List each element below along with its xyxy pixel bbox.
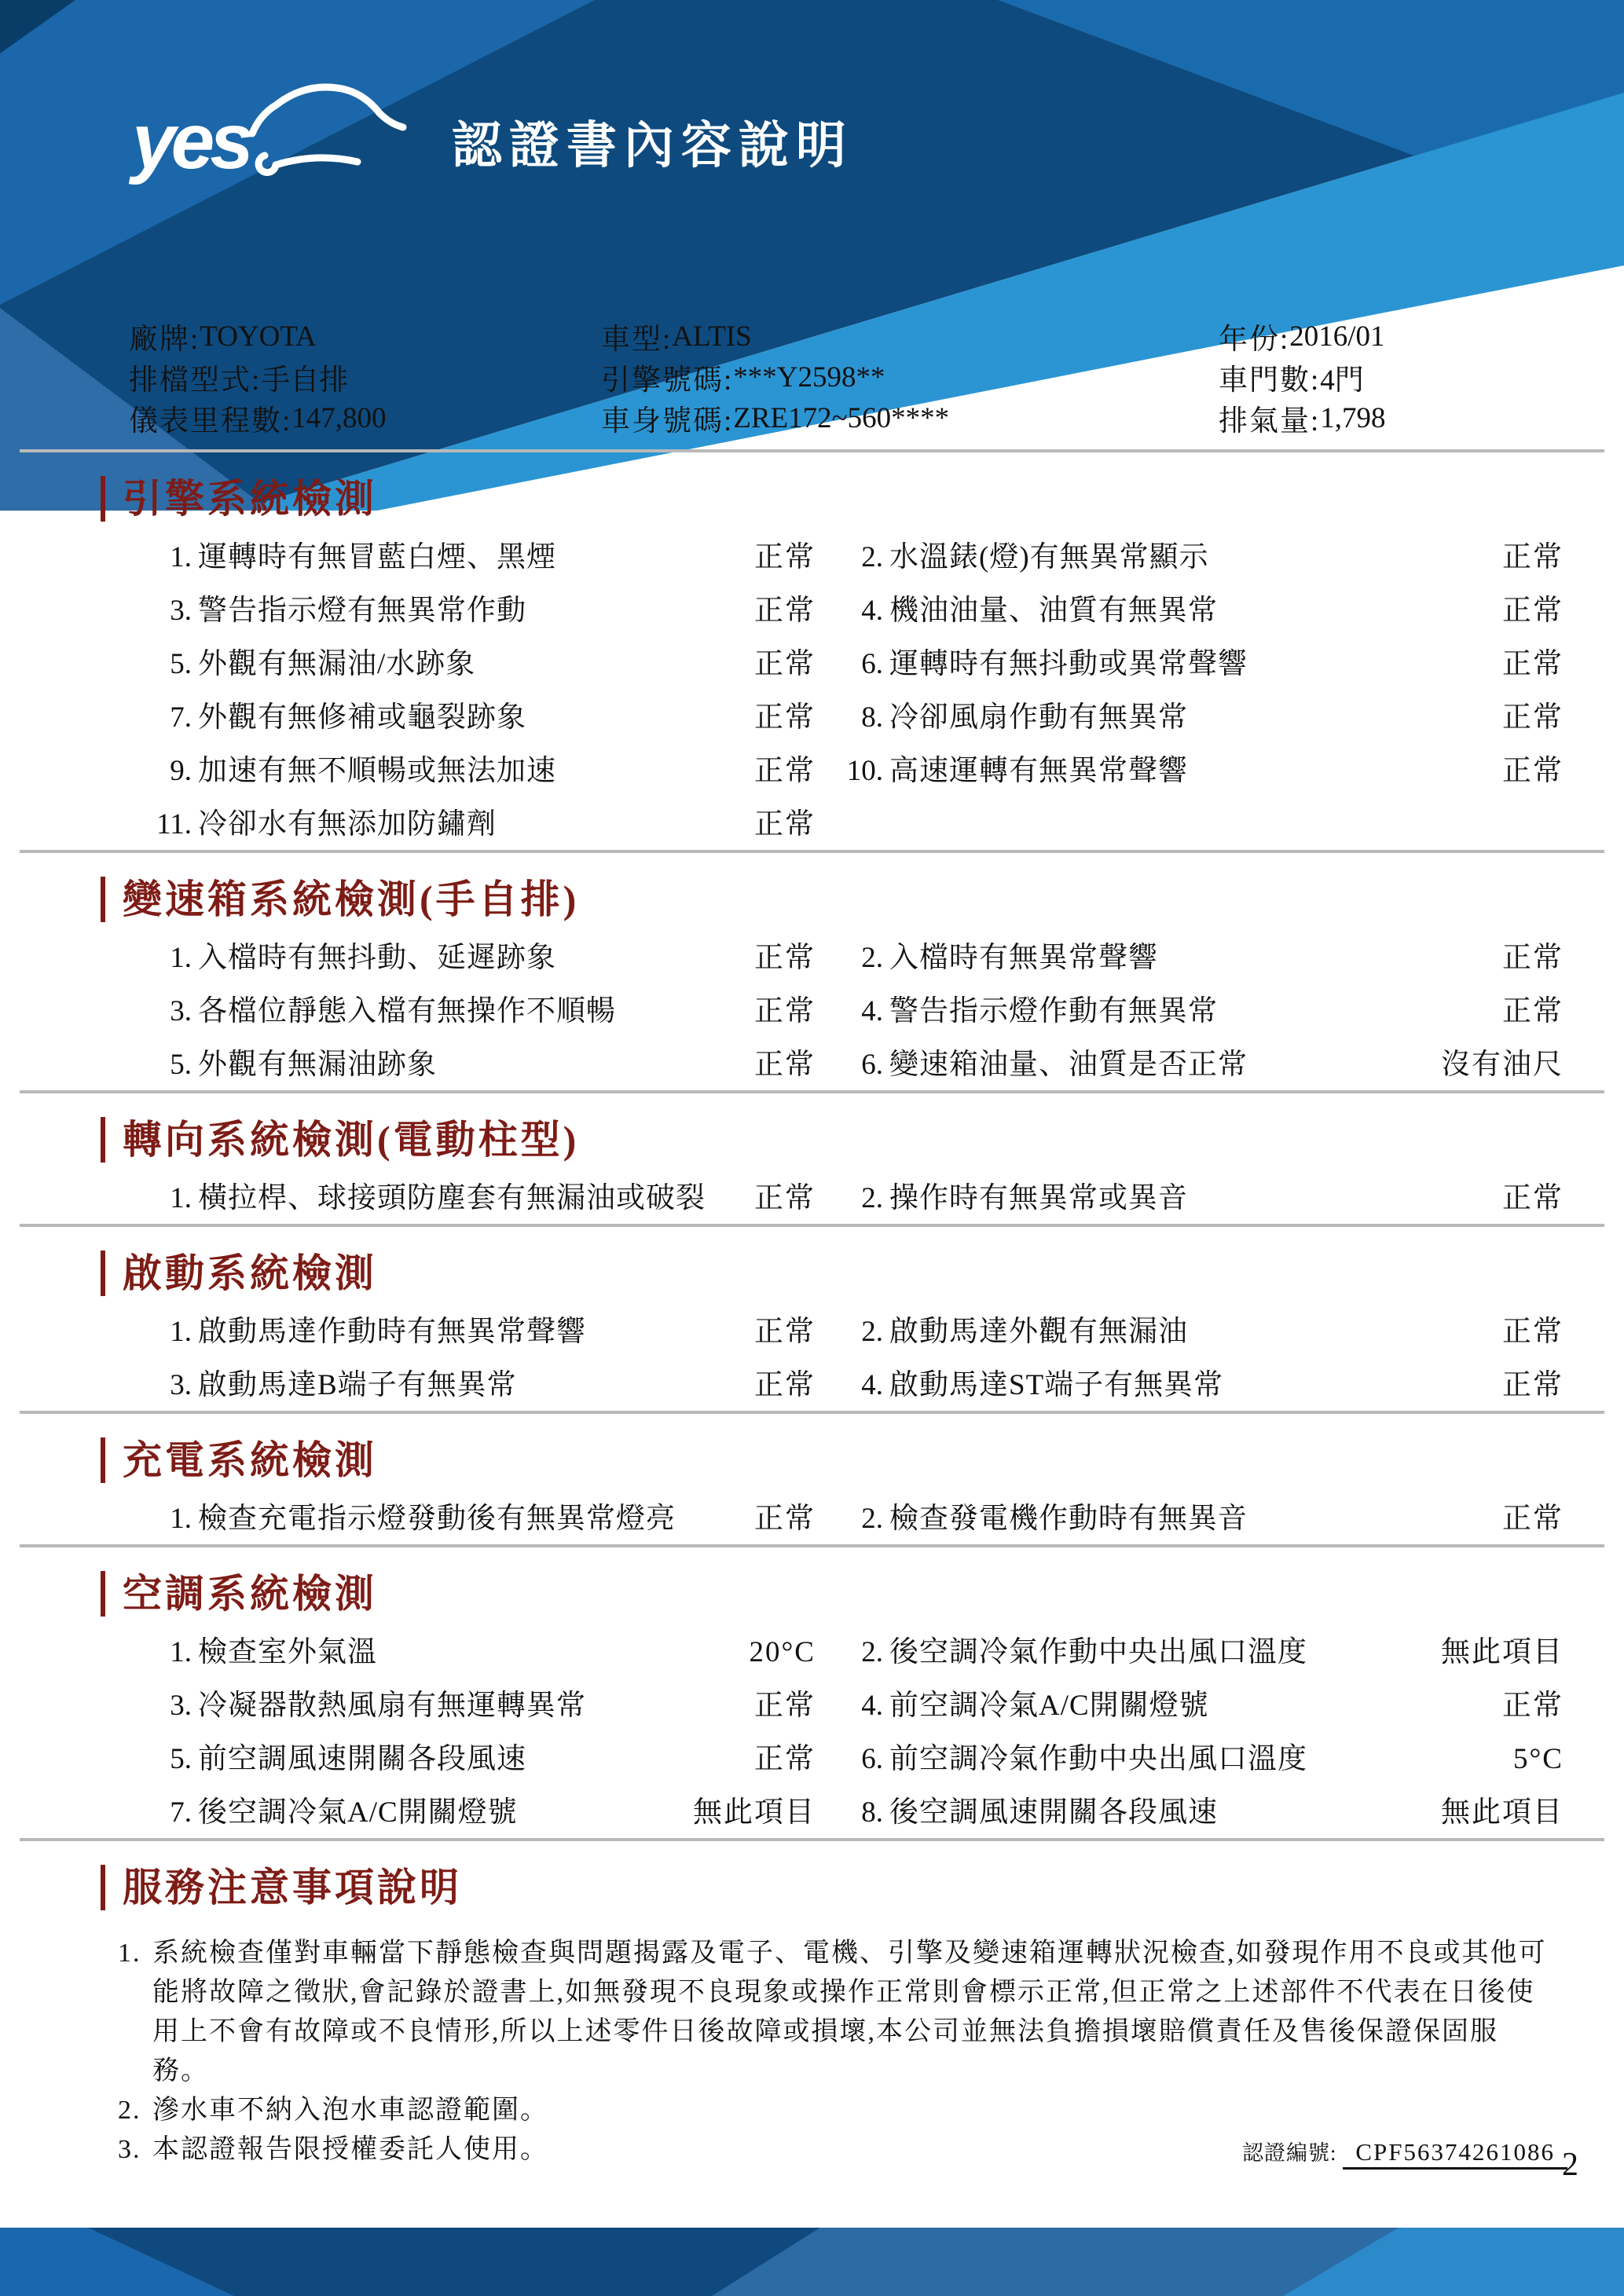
service-note [118,2091,1553,2130]
item-label: 檢查發電機作動時有無異音 [889,1503,1248,1535]
service-note [118,1934,1553,2091]
inspection-item [817,1689,1564,1723]
item-result: 正常 [1502,942,1564,974]
divider [20,449,1604,452]
section-items [126,941,1624,1090]
item-label: 操作時有無異常或異音 [889,1182,1188,1214]
note-number: 1. [118,1939,141,1968]
info-label: 車身號碼: [601,405,734,438]
item-label: 入檔時有無抖動、延遲跡象 [198,942,556,974]
info-label: 排檔型式: [129,364,262,397]
info-value: ZRE172~560**** [733,401,950,434]
inspection-item [817,1502,1564,1536]
inspection-item [126,941,816,976]
section-title: 啟動系統檢測 [101,1251,1624,1296]
vehicle-info-row [601,316,1219,357]
item-number: 1. [170,1316,192,1348]
item-label: 啟動馬達外觀有無漏油 [889,1316,1188,1348]
inspection-item [817,1742,1564,1777]
inspection-item [817,754,1564,789]
item-label: 後空調風速開關各段風速 [889,1796,1218,1829]
header-bar [132,99,853,183]
section-items [126,1181,1624,1224]
inspection-item [126,994,816,1029]
inspection-item [817,1048,1564,1082]
item-label: 檢查充電指示燈發動後有無異常燈亮 [198,1503,676,1535]
inspection-item [817,1181,1564,1216]
item-number: 1. [170,541,192,573]
note-number: 2. [118,2096,141,2125]
vehicle-info-row [601,357,1219,397]
item-label: 機油油量、油質有無異常 [889,595,1218,627]
info-value: 2016/01 [1289,320,1385,353]
inspection-item [817,994,1564,1029]
item-label: 水溫錶(燈)有無異常顯示 [889,541,1209,573]
vehicle-info [129,316,1600,438]
item-result: 正常 [1502,755,1564,787]
item-label: 各檔位靜態入檔有無操作不順暢 [198,995,616,1027]
note-number: 3. [118,2135,141,2164]
item-number: 3. [170,595,192,627]
item-number: 9. [170,755,192,787]
inspection-item [126,1742,816,1777]
item-result: 5°C [1513,1743,1564,1775]
inspection-item [126,701,816,735]
note-text: 滲水車不納入泡水車認證範圍。 [152,2096,548,2125]
vehicle-info-col2 [601,316,1219,438]
item-result: 正常 [754,648,816,680]
certificate-number-value: CPF56374261086 [1343,2138,1567,2170]
vehicle-info-col1 [129,316,601,438]
car-icon [244,77,417,183]
item-number: 2. [861,1316,883,1348]
item-label: 前空調冷氣作動中央出風口溫度 [889,1743,1307,1775]
inspection-item [817,1368,1564,1403]
info-label: 車型: [601,324,673,356]
item-number: 5. [170,648,192,680]
item-label: 運轉時有無冒藍白煙、黑煙 [198,541,556,573]
item-label: 冷凝器散熱風扇有無運轉異常 [198,1690,586,1722]
item-result: 正常 [754,995,816,1027]
inspection-item [817,540,1564,575]
item-result: 無此項目 [1441,1796,1564,1829]
item-number: 7. [170,701,192,734]
certificate-number [1242,2136,1567,2166]
item-result: 正常 [754,942,816,974]
page-number: 2 [1562,2147,1578,2183]
item-result: 正常 [1502,701,1564,734]
section-items [126,540,1624,850]
inspection-item [126,1048,816,1082]
info-label: 廠牌: [129,324,200,356]
item-result: 正常 [754,595,816,627]
inspection-item [126,647,816,682]
notes-list [118,1934,1553,2170]
section-items [126,1502,1624,1544]
section-title: 轉向系統檢測(電動柱型) [101,1117,1624,1163]
divider [20,850,1604,853]
item-number: 3. [170,1369,192,1401]
inspection-item [817,647,1564,682]
item-label: 高速運轉有無異常聲響 [889,755,1188,787]
item-result: 正常 [1502,995,1564,1027]
inspection-item [126,1181,816,1216]
info-value: ALTIS [672,320,752,353]
item-number: 4. [861,1369,883,1401]
item-number: 6. [861,1743,883,1775]
item-number: 8. [861,701,883,734]
footer-decoration [0,2228,1624,2296]
section-transmission [0,877,1624,1090]
inspection-item [817,1315,1564,1349]
inspection-item [126,754,816,789]
item-result: 正常 [754,1182,816,1214]
item-label: 外觀有無漏油/水跡象 [198,648,476,680]
divider [20,1838,1604,1841]
section-starter [0,1251,1624,1411]
item-number: 2. [861,1503,883,1535]
item-label: 前空調冷氣A/C開關燈號 [889,1690,1209,1722]
item-number: 6. [861,1049,883,1081]
item-number: 4. [861,1690,883,1722]
info-label: 排氣量: [1219,405,1321,438]
item-label: 變速箱油量、油質是否正常 [889,1049,1248,1081]
item-number: 5. [170,1743,192,1775]
inspection-item [817,594,1564,628]
item-label: 啟動馬達ST端子有無異常 [889,1369,1224,1401]
item-result: 正常 [754,808,816,840]
certificate-number-label: 認證編號: [1242,2141,1337,2165]
item-number: 10. [846,755,883,787]
item-result: 正常 [1502,595,1564,627]
item-number: 2. [861,1182,883,1214]
item-result: 正常 [1502,1182,1564,1214]
item-number: 4. [861,595,883,627]
section-title: 引擎系統檢測 [101,476,1624,522]
item-result: 正常 [1502,541,1564,573]
divider [20,1411,1604,1414]
info-value: ***Y2598** [733,361,885,394]
info-value: 手自排 [261,364,349,397]
item-number: 3. [170,995,192,1027]
item-result: 正常 [754,1690,816,1722]
item-label: 外觀有無漏油跡象 [198,1049,437,1081]
inspection-item [126,1502,816,1536]
item-label: 運轉時有無抖動或異常聲響 [889,648,1248,680]
item-label: 前空調風速開關各段風速 [198,1743,526,1775]
item-result: 正常 [754,1743,816,1775]
item-label: 後空調冷氣作動中央出風口溫度 [889,1636,1307,1668]
vehicle-info-col3 [1219,316,1600,438]
info-label: 車門數: [1219,364,1321,397]
item-label: 外觀有無修補或龜裂跡象 [198,701,526,734]
item-number: 2. [861,541,883,573]
section-service-notes [0,1865,1624,2170]
inspection-item [126,594,816,628]
item-result: 沒有油尺 [1441,1049,1564,1081]
item-result: 正常 [754,1503,816,1535]
item-result: 正常 [754,1316,816,1348]
note-text: 系統檢查僅對車輛當下靜態檢查與問題揭露及電子、電機、引擎及變速箱運轉狀況檢查,如發現作用不良或其他可能將故障之徵狀,會記錄於證書上,如無發現不良現象或操作正常則會標示正常,但正常之上述部件不代表在日後使用上不會有故障或不良情形,所以上述零件日後故障或損壞,本公司並無法負擔損壞賠償責任及售後保證保固服務。 [152,1939,1547,2085]
inspection-item [126,540,816,575]
info-value: 147,800 [291,401,387,434]
inspection-item [817,1796,1564,1830]
item-result: 正常 [754,1369,816,1401]
section-title: 空調系統檢測 [101,1571,1624,1617]
item-result: 正常 [754,701,816,734]
inspection-content [0,449,1624,2170]
item-label: 啟動馬達作動時有無異常聲響 [198,1316,586,1348]
inspection-item [126,1635,816,1670]
inspection-item [126,807,816,842]
inspection-item [126,1368,816,1403]
section-charging [0,1437,1624,1544]
info-value: 1,798 [1320,401,1386,434]
vehicle-info-row [129,316,601,357]
item-label: 入檔時有無異常聲響 [889,942,1158,974]
yes-logo [132,99,417,183]
section-aircon [0,1571,1624,1838]
item-number: 4. [861,995,883,1027]
item-label: 冷卻水有無添加防鏽劑 [198,808,497,840]
yes-logo-text: yes [132,97,249,185]
item-result: 無此項目 [693,1796,816,1829]
item-label: 橫拉桿、球接頭防塵套有無漏油或破裂 [198,1182,706,1214]
item-number: 3. [170,1690,192,1722]
info-value: 4門 [1320,364,1364,397]
info-label: 儀表里程數: [129,405,292,438]
section-items [126,1635,1624,1838]
inspection-item [126,1796,816,1830]
info-label: 引擎號碼: [601,364,734,397]
item-number: 11. [156,808,192,840]
item-number: 1. [170,1182,192,1214]
divider [20,1090,1604,1093]
item-number: 1. [170,1503,192,1535]
item-label: 警告指示燈有無異常作動 [198,595,526,627]
item-result: 正常 [754,1049,816,1081]
divider [20,1224,1604,1227]
vehicle-info-row [1219,397,1600,438]
inspection-item [817,701,1564,735]
item-number: 7. [170,1796,192,1829]
inspection-item [817,941,1564,976]
item-number: 2. [861,942,883,974]
item-result: 正常 [1502,1690,1564,1722]
item-number: 1. [170,942,192,974]
item-result: 正常 [754,755,816,787]
vehicle-info-row [129,357,601,397]
item-label: 啟動馬達B端子有無異常 [198,1369,517,1401]
item-result: 無此項目 [1441,1636,1564,1668]
item-result: 正常 [1502,1369,1564,1401]
item-number: 2. [861,1636,883,1668]
item-label: 警告指示燈作動有無異常 [889,995,1218,1027]
vehicle-info-row [1219,357,1600,397]
item-label: 加速有無不順暢或無法加速 [198,755,556,787]
section-steering [0,1117,1624,1224]
item-result: 正常 [1502,648,1564,680]
item-number: 1. [170,1636,192,1668]
info-value: TOYOTA [200,320,317,353]
inspection-item [817,1635,1564,1670]
vehicle-info-row [129,397,601,438]
section-title: 服務注意事項說明 [101,1865,1624,1910]
section-title: 充電系統檢測 [101,1437,1624,1483]
item-label: 冷卻風扇作動有無異常 [889,701,1188,734]
item-number: 5. [170,1049,192,1081]
item-result: 正常 [1502,1316,1564,1348]
divider [20,1544,1604,1547]
page-title: 認證書內容說明 [451,116,853,174]
item-number: 6. [861,648,883,680]
inspection-item [126,1689,816,1723]
item-number: 8. [861,1796,883,1829]
section-items [126,1315,1624,1411]
vehicle-info-row [601,397,1219,438]
item-result: 正常 [754,541,816,573]
item-result: 20°C [749,1636,816,1668]
vehicle-info-row [1219,316,1600,357]
item-result: 正常 [1502,1503,1564,1535]
item-label: 檢查室外氣溫 [198,1636,377,1668]
info-label: 年份: [1219,324,1290,356]
section-title: 變速箱系統檢測(手自排) [101,877,1624,922]
section-engine [0,476,1624,850]
inspection-item [126,1315,816,1349]
item-label: 後空調冷氣A/C開關燈號 [198,1796,518,1829]
note-text: 本認證報告限授權委託人使用。 [152,2135,548,2164]
